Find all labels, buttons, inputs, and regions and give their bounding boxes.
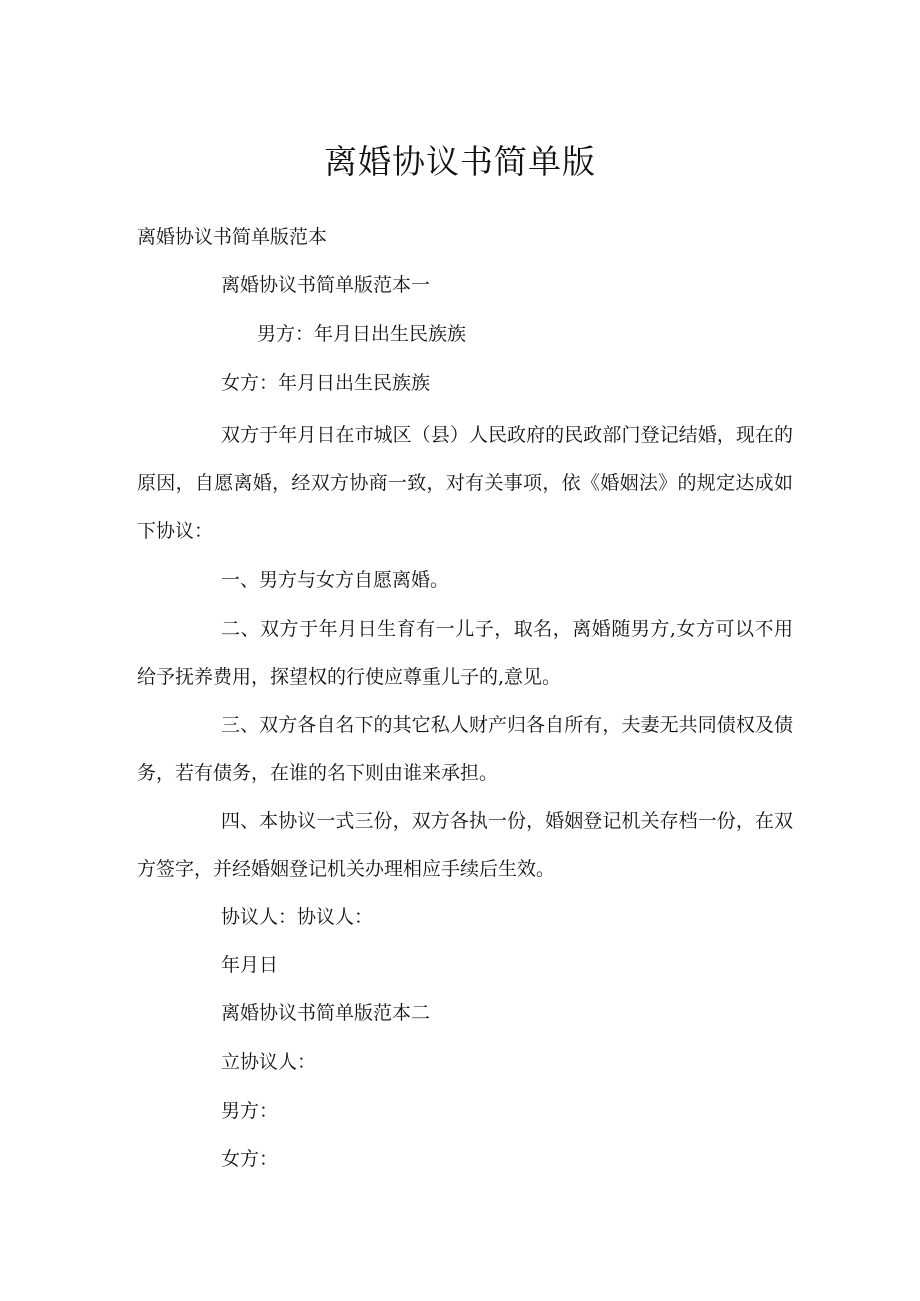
document-subtitle: 离婚协议书简单版范本 <box>137 226 328 248</box>
document-title: 离婚协议书简单版 <box>324 142 596 181</box>
sample-two-heading: 离婚协议书简单版范本二 <box>221 1002 431 1024</box>
sample-two-party-label: 立协议人： <box>221 1051 317 1073</box>
sample-one-female-party: 女方：年月日出生民族族 <box>221 372 431 394</box>
sample-one-preamble: 双方于年月日在市城区（县）人民政府的民政部门登记结婚，现在的原因，自愿离婚，经双方协商一致，对有关事项，依《婚姻法》的规定达成如下协议： <box>137 424 793 542</box>
clause-1: 一、男方与女方自愿离婚。 <box>221 569 450 591</box>
sample-two-male-party: 男方： <box>221 1100 279 1122</box>
sample-one-heading: 离婚协议书简单版范本一 <box>221 274 431 296</box>
sample-one-male-party: 男方：年月日出生民族族 <box>257 323 467 345</box>
signatories: 协议人：协议人： <box>221 906 374 928</box>
signing-date: 年月日 <box>221 954 279 976</box>
clause-4: 四、本协议一式三份，双方各执一份，婚姻登记机关存档一份，在双方签字，并经婚姻登记机关办理相应手续后生效。 <box>137 810 793 880</box>
sample-two-female-party: 女方： <box>221 1148 279 1170</box>
clause-3: 三、双方各自名下的其它私人财产归各自所有，夫妻无共同债权及债务，若有债务，在谁的名下则由谁来承担。 <box>137 714 793 784</box>
clause-2: 二、双方于年月日生育有一儿子，取名，离婚随男方,女方可以不用给予抚养费用，探望权的行使应尊重儿子的,意见。 <box>137 618 793 688</box>
